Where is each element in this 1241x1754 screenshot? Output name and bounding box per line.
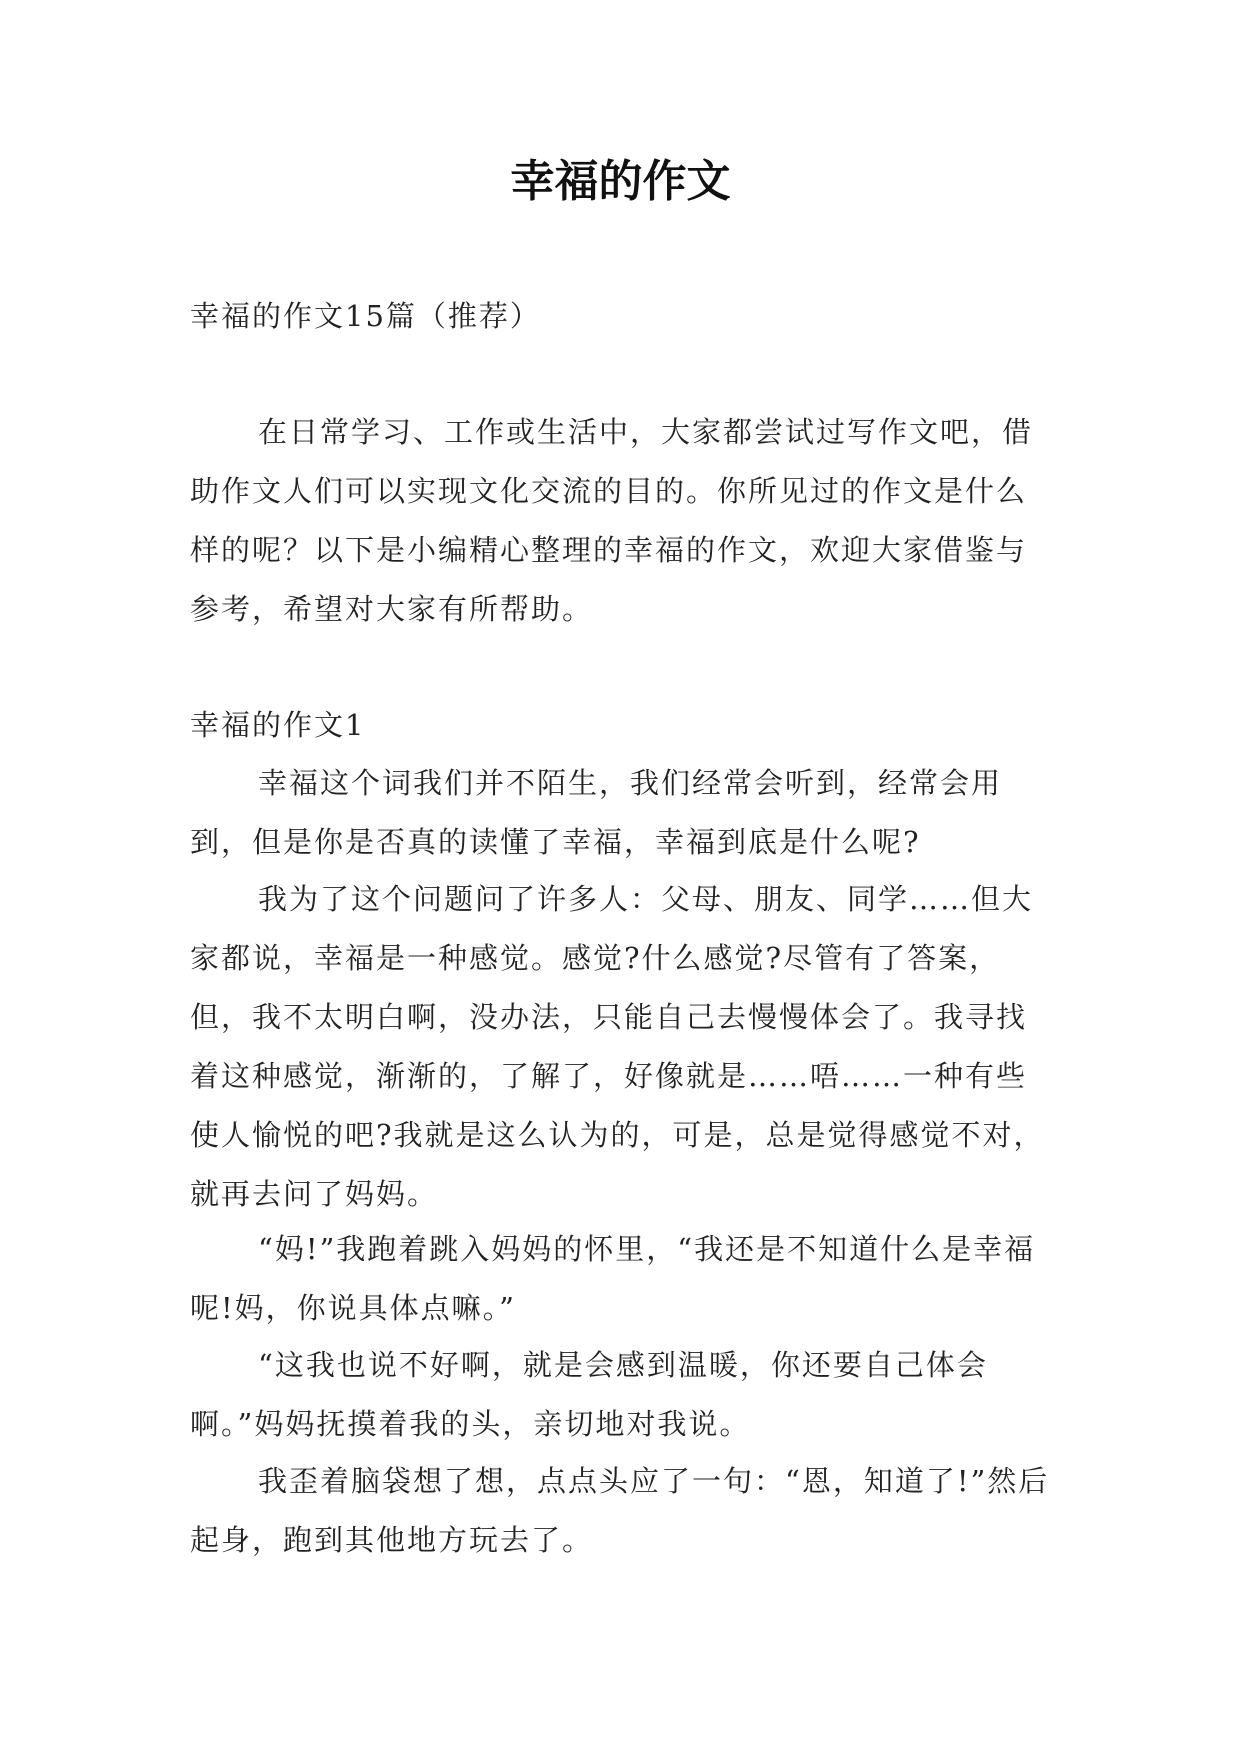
section-heading: 幸福的作文1 — [190, 708, 366, 742]
body-paragraph: “这我也说不好啊，就是会感到温暖，你还要自己体会啊。”妈妈抚摸着我的头，亲切地对我说。 — [190, 1348, 988, 1441]
document-subtitle: 幸福的作文15篇（推荐） — [190, 299, 541, 333]
body-paragraph: 我为了这个问题问了许多人：父母、朋友、同学……但大家都说，幸福是一种感觉。感觉?什么感觉?尽管有了答案，但，我不太明白啊，没办法，只能自己去慢慢体会了。我寻找着这种感觉，渐渐的，了解了，好像就是……唔……一种有些使人愉悦的吧?我就是这么认为的，可是，总是觉得感觉不对，就再去问了妈妈。 — [190, 882, 1045, 1211]
document-title: 幸福的作文 — [510, 156, 731, 207]
intro-paragraph: 在日常学习、工作或生活中，大家都尝试过写作文吧，借助作文人们可以实现文化交流的目的。你所见过的作文是什么样的呢？以下是小编精心整理的幸福的作文，欢迎大家借鉴与参考，希望对大家有所帮助。 — [190, 415, 1034, 626]
body-paragraph: 我歪着脑袋想了想，点点头应了一句：“恩，知道了!”然后起身，跑到其他地方玩去了。 — [190, 1464, 1050, 1557]
body-paragraph: “妈!”我跑着跳入妈妈的怀里，“我还是不知道什么是幸福呢!妈，你说具体点嘛。” — [190, 1232, 1036, 1325]
body-paragraph: 幸福这个词我们并不陌生，我们经常会听到，经常会用到，但是你是否真的读懂了幸福，幸福到底是什么呢? — [190, 766, 1003, 859]
